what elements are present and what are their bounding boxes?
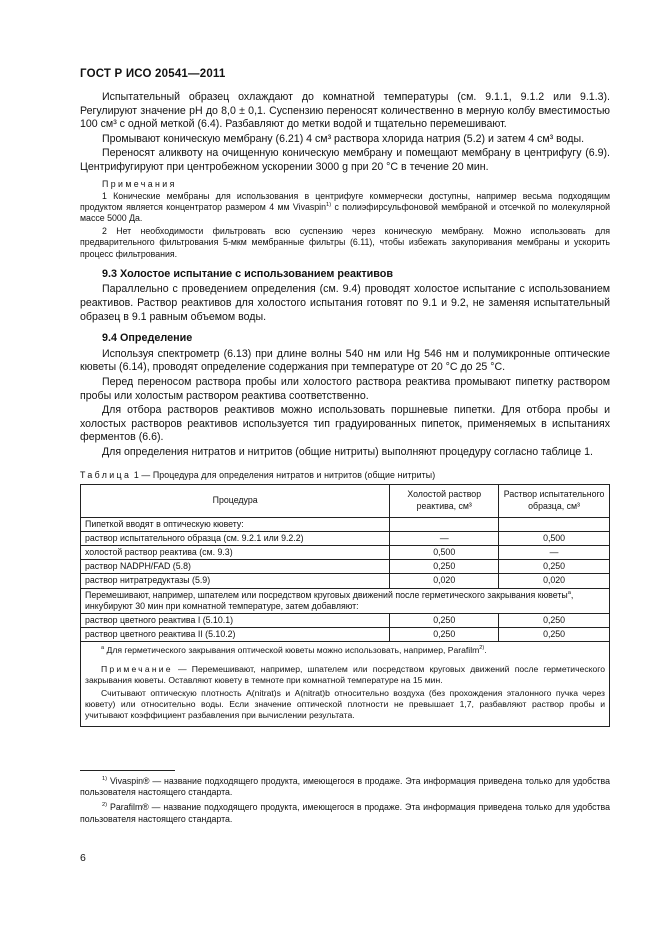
footnotes <box>80 776 610 829</box>
column-header: Процедура <box>81 484 390 517</box>
note-1: 1 Конические мембраны для использования в центрифуге коммерчески доступны, например весьма подходящим продуктом является концентратор размером 4 мм Vivaspin$^{1)}$ с полиэфирсульфоновой мембраной и отсечкой по молекулярной массе 5000 Да. <box>80 190 610 223</box>
note-2: 2 Нет необходимости фильтровать всю суспензию через коническую мембрану. Можно использовать для предварительного фильтрования 5-мкм мембранные фильтры (6.11), чтобы избежать закупоривания мембраны и ускорить процесс фильтрования. <box>80 226 610 259</box>
table-cell: 0,250 <box>390 613 499 627</box>
table-footnote: $^a$ Для герметического закрывания оптической кюветы можно использовать, например, Parafilm$^{2)}$. Примечание — Перемешивают, например, шпателем или посредством круговых движений после герметического закрывания кюветы. Оставляют кювету в темноте при комнатной температуре на 15 мин. Считывают оптическую плотность A(nitrat)s и A(nitrat)b относительно воздуха (без прохождения эталонного пучка через кювету) или относительно воды. Если значение оптической плотности не превышает 1,7, разбавляют раствор пробы и учитывают коэффициент разбавления при вычислении результата. <box>81 642 610 727</box>
document-header: ГОСТ Р ИСО 20541—2011 <box>80 68 226 80</box>
table-cell: 0,250 <box>499 613 610 627</box>
table-cell: раствор цветного реактива I (5.10.1) <box>81 613 390 627</box>
table-cell: раствор цветного реактива II (5.10.2) <box>81 628 390 642</box>
table-cell: 0,250 <box>499 560 610 574</box>
table-cell: Перемешивают, например, шпателем или посредством круговых движений после герметического закрывания кюветы$^a$, инкубируют 30 мин при комнатной температуре, затем добавляют: <box>81 588 610 613</box>
table-cell: холостой раствор реактива (см. 9.3) <box>81 545 390 559</box>
table-footnote-row <box>81 642 610 727</box>
table-row <box>81 613 610 627</box>
paragraph: Испытательный образец охлаждают до комнатной температуры (см. 9.1.1, 9.1.2 или 9.1.3). Регулируют значение pH до 8,0 ± 0,1. Суспензию переносят количественно в мерную колбу вместимостью 100 см³ с одной меткой (6.4). Разбавляют до метки водой и тщательно перемешивают. <box>80 91 610 131</box>
table-cell <box>390 517 499 531</box>
section-title-9-4: 9.4 Определение <box>102 332 193 345</box>
table-cell: 0,020 <box>390 574 499 588</box>
procedure-table <box>80 484 610 728</box>
paragraph: Параллельно с проведением определения (см. 9.4) проводят холостое испытание с использованием реактивов. Раствор реактивов для холостого испытания готовят по 9.1 и 9.2, не заменяя испытательный образец в 9.1 равным объемом воды. <box>80 283 610 323</box>
table-span-row <box>81 588 610 613</box>
paragraph: Для отбора растворов реактивов можно использовать поршневые пипетки. Для отбора пробы и холостых растворов реактивов используется тип градуированных пипеток, применяемых в испытаниях ферментов (6.6). <box>80 404 610 444</box>
table-caption: Таблица 1 — Процедура для определения нитратов и нитритов (общие нитриты) <box>80 469 436 480</box>
paragraph: Используя спектрометр (6.13) при длине волны 540 нм или Hg 546 нм и полумикронные оптические кюветы (6.14), проводят определение содержания при температуре от 20 °С до 25 °С. <box>80 347 610 374</box>
table-cell: 0,500 <box>390 545 499 559</box>
paragraph: Перед переносом раствора пробы или холостого раствора реактива промывают пипетку раствором пробы или холостым раствором реактива соответственно. <box>80 375 610 402</box>
table-cell: 0,250 <box>390 628 499 642</box>
paragraph: Промывают коническую мембрану (6.21) 4 см³ раствора хлорида натрия (5.2) и затем 4 см³ воды. <box>102 132 585 145</box>
document-body <box>80 91 610 727</box>
notes-heading: Примечания <box>102 178 177 189</box>
table-cell: Пипеткой вводят в оптическую кювету: <box>81 517 390 531</box>
footnote-divider <box>80 770 175 771</box>
table-cell: 0,250 <box>499 628 610 642</box>
section-title-9-3: 9.3 Холостое испытание с использованием реактивов <box>102 267 394 280</box>
table-cell: — <box>499 545 610 559</box>
table-row <box>81 531 610 545</box>
column-header: Раствор испытательного образца, см³ <box>499 484 610 517</box>
page-number: 6 <box>80 852 86 864</box>
table-row <box>81 545 610 559</box>
table-note-2: Считывают оптическую плотность A(nitrat)s и A(nitrat)b относительно воздуха (без прохождения эталонного пучка через кювету) или относительно воды. Если значение оптической плотности не превышает 1,7, разбавляют раствор пробы и учитывают коэффициент разбавления при вычислении результата. <box>85 688 605 721</box>
table-row <box>81 560 610 574</box>
table-cell: раствор нитратредуктазы (5.9) <box>81 574 390 588</box>
table-cell: 0,020 <box>499 574 610 588</box>
table-row <box>81 517 610 531</box>
column-header: Холостой раствор реактива, см³ <box>390 484 499 517</box>
paragraph: Переносят аликвоту на очищенную коническую мембрану и помещают мембрану в центрифугу (6.9). Центрифугируют при центробежном ускорении 3000 g при 20 °С в течение 20 мин. <box>80 147 610 173</box>
footnote-2: $^{2)}$ Parafilm® — название подходящего продукта, имеющегося в продаже. Эта информация приведена только для удобства пользователя настоящего стандарта. <box>80 802 610 824</box>
table-cell: раствор NADPH/FAD (5.8) <box>81 560 390 574</box>
table-cell <box>499 517 610 531</box>
table-cell: раствор испытательного образца (см. 9.2.1 или 9.2.2) <box>81 531 390 545</box>
table-cell: — <box>390 531 499 545</box>
table-cell: 0,250 <box>390 560 499 574</box>
table-row <box>81 574 610 588</box>
table-header-row <box>81 484 610 517</box>
footnote-1: $^{1)}$ Vivaspin® — название подходящего продукта, имеющегося в продаже. Эта информация приведена только для удобства пользователя настоящего стандарта. <box>80 776 610 798</box>
table-row <box>81 628 610 642</box>
paragraph: Для определения нитратов и нитритов (общие нитриты) выполняют процедуру согласно таблице 1. <box>102 445 593 458</box>
table-cell: 0,500 <box>499 531 610 545</box>
table-note: Примечание — Перемешивают, например, шпателем или посредством круговых движений после герметического закрывания кюветы. Оставляют кювету в темноте при комнатной температуре на 15 мин. <box>85 664 605 686</box>
